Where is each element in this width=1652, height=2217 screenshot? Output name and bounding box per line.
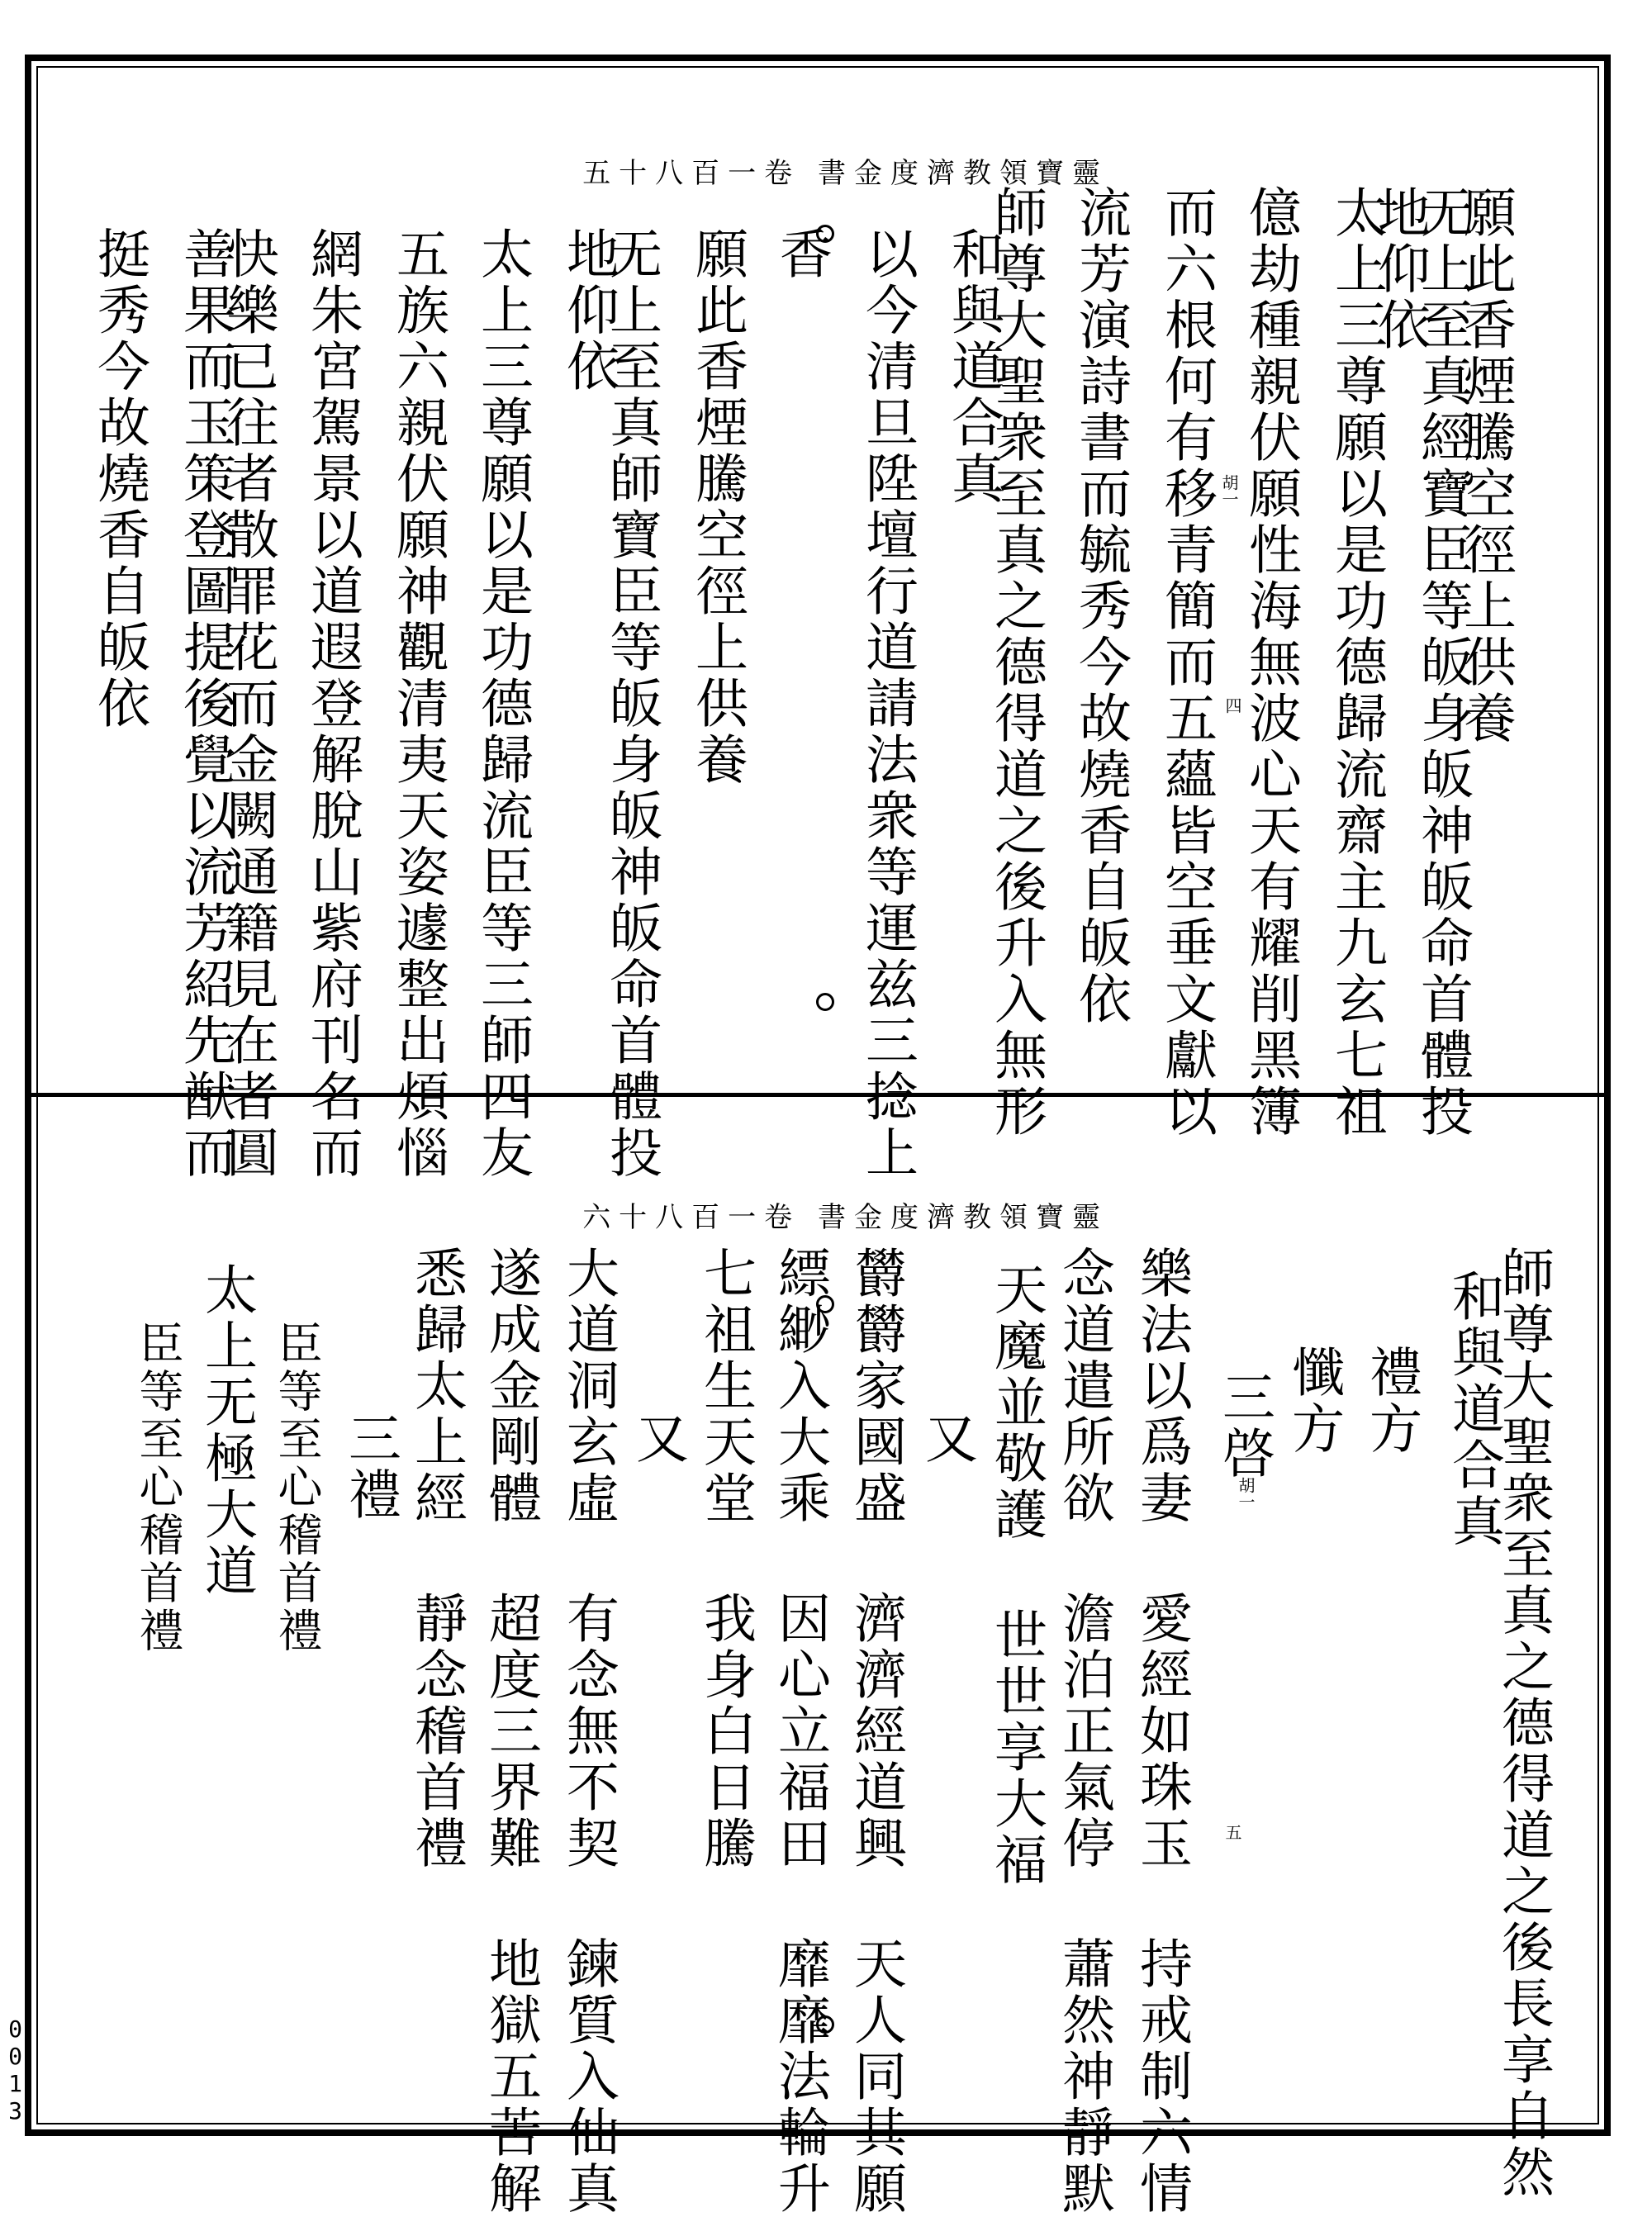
top-column-16: 五族六親伏願神觀清夷天姿遽整出煩惱 xyxy=(387,226,449,1181)
top-column-2: 无上至真經寶臣等皈身皈神皈命首體投 xyxy=(1412,185,1473,1140)
top-margin-note-2: 四 xyxy=(1222,697,1242,714)
bottom-margin-note-2: 五 xyxy=(1222,1824,1242,1840)
bottom-column-5: 三啓 xyxy=(1213,1370,1275,1482)
bottom-column-8: 天魔並敬護 世世享大福 xyxy=(985,1262,1047,1888)
bottom-circle-mark-1 xyxy=(816,1295,834,1313)
top-column-11: 香 xyxy=(771,226,832,282)
bottom-column-3: 禮方 xyxy=(1360,1345,1422,1457)
bottom-column-12: 七祖生天堂 我身白日騰 xyxy=(695,1246,756,1872)
bottom-column-7: 念道遣所欲 澹泊正氣停 蕭然神靜默 xyxy=(1053,1246,1114,2217)
top-page xyxy=(31,61,1604,1181)
bottom-margin-note-1: 胡一 xyxy=(1236,1477,1256,1510)
top-circle-mark-1 xyxy=(816,225,834,243)
bottom-column-20: 臣等至心稽首禮 xyxy=(132,1320,184,1655)
top-column-13: 无上至真師寶臣等皈身皈神皈命首體投 xyxy=(601,226,662,1181)
bottom-column-6: 樂法以爲妻 愛經如珠玉 持戒制六情 xyxy=(1131,1246,1192,2217)
top-running-header: 靈寶領教濟度金書 卷一百八十五 xyxy=(582,157,1108,190)
bottom-column-9: 又 xyxy=(916,1411,977,1467)
bottom-column-18: 臣等至心稽首禮 xyxy=(271,1320,323,1655)
bottom-column-16: 悉歸太上經 靜念稽首禮 xyxy=(406,1246,467,1872)
top-circle-mark-2 xyxy=(816,993,834,1011)
bottom-circle-mark-2 xyxy=(816,2015,834,2034)
bottom-column-4: 懺方 xyxy=(1283,1345,1344,1457)
top-column-5: 億劫種親伏願性海無波心天有耀削黑簿 xyxy=(1240,185,1301,1140)
bottom-column-14: 大道洞玄虛 有念無不契 鍊質入仙真 xyxy=(558,1246,619,2217)
bottom-column-17: 三禮 xyxy=(339,1411,401,1523)
bottom-running-header: 靈寶領教濟度金書 卷一百八十六 xyxy=(582,1201,1108,1234)
bottom-column-1: 師尊大聖衆至真之德得道之後長享自然 xyxy=(1493,1246,1554,2200)
top-column-18: 快樂已往者散罪花而金闕通籍見在者圓 xyxy=(217,226,278,1181)
top-column-14: 地仰依 xyxy=(558,226,619,395)
top-column-8: 師尊大聖衆至真之德得道之後升入無形 xyxy=(985,185,1047,1140)
top-column-10: 以今清旦陞壇行道請法衆等運兹三捻上 xyxy=(857,226,918,1181)
bottom-column-15: 遂成金剛體 超度三界難 地獄五苦解 xyxy=(480,1246,541,2217)
bottom-column-2: 和與道合真 xyxy=(1443,1269,1504,1550)
top-column-19: 善果而玉策登圖提後覺以流芳紹先猷而 xyxy=(174,226,235,1181)
top-column-17: 網朱宮駕景以道遐登解脫山紫府刊名而 xyxy=(301,226,363,1181)
top-column-12: 願此香煙騰空徑上供養 xyxy=(686,226,748,788)
bottom-column-19: 太上无極大道 xyxy=(196,1262,257,1599)
top-column-7: 流芳演詩書而毓秀今故燒香自皈依 xyxy=(1070,185,1131,1028)
top-margin-note-1: 胡一 xyxy=(1219,474,1239,507)
page-number: 0013 xyxy=(2,2015,29,2124)
top-column-4: 太上三尊願以是功德歸流齋主九玄七祖 xyxy=(1326,185,1387,1140)
top-column-9: 和與道合真 xyxy=(942,226,1004,507)
top-column-6: 而六根何有移青簡而五蘊皆空垂文獻以 xyxy=(1156,185,1217,1140)
bottom-page xyxy=(31,1097,1604,2217)
bottom-column-13: 又 xyxy=(627,1411,688,1467)
bottom-column-11: 縹緲入大乘 因心立福田 靡靡法輪升 xyxy=(769,1246,830,2217)
top-column-1: 願此香煙騰空徑上供養 xyxy=(1455,185,1516,747)
top-column-20: 挺秀今故燒香自皈依 xyxy=(88,226,150,732)
top-column-15: 太上三尊願以是功德歸流臣等三師四友 xyxy=(472,226,533,1181)
top-column-3: 地仰依 xyxy=(1369,185,1430,354)
bottom-column-10: 欝欝家國盛 濟濟經道興 天人同其願 xyxy=(845,1246,906,2217)
